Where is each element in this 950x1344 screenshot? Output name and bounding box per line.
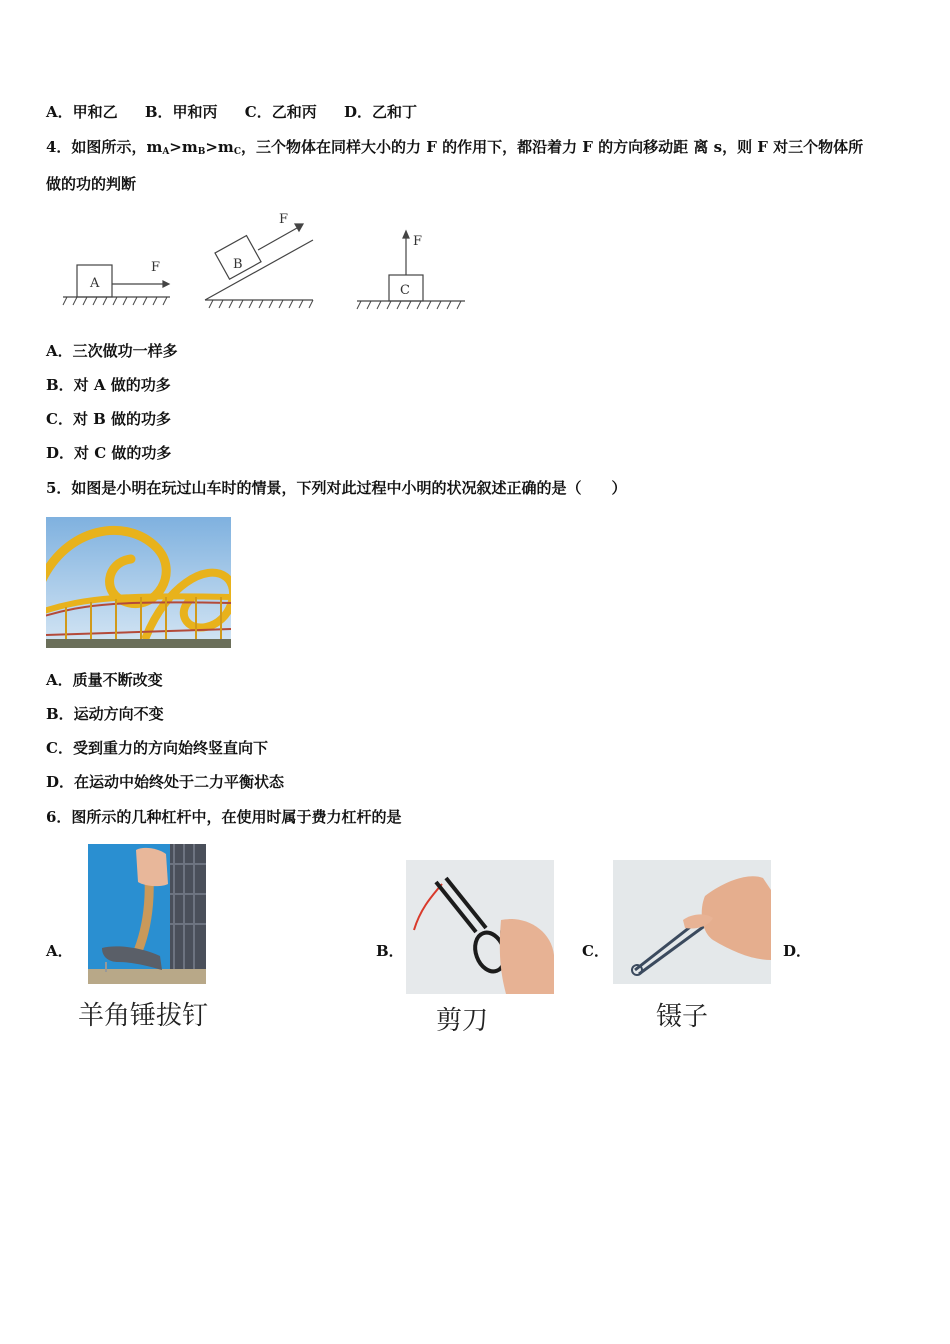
q3-option-c: C．乙和丙 [244, 103, 317, 121]
label-force-b: F [279, 212, 289, 227]
q6-stem: 6．图所示的几种杠杆中，在使用时属于费力杠杆的是 [46, 808, 402, 826]
q6-label-d: D． [783, 942, 812, 960]
hammer-photo [88, 844, 206, 984]
label-force-c: F [413, 234, 423, 249]
q5-option-a: A．质量不断改变 [46, 671, 163, 689]
q4-option-c: C．对 B 做的功多 [46, 410, 172, 428]
figure-b [205, 224, 313, 308]
label-block-b: B [233, 257, 243, 272]
label-block-a: A [90, 276, 100, 291]
q4-stem [46, 137, 863, 162]
q5-option-d: D．在运动中始终处于二力平衡状态 [46, 773, 285, 791]
roller-coaster-photo [46, 517, 231, 648]
q4-gt2: >m [205, 138, 234, 156]
q4-option-b: B．对 A 做的功多 [46, 376, 171, 394]
q6-label-c: C． [582, 942, 609, 960]
q5-option-b: B．运动方向不变 [46, 705, 164, 723]
caption-hammer: 羊角锤拔钉 [78, 1001, 209, 1031]
q5-option-c: C．受到重力的方向始终竖直向下 [46, 739, 268, 757]
q3-option-a: A．甲和乙 [46, 103, 118, 121]
q4-sub-c: C [233, 147, 241, 157]
tweezers-photo [613, 860, 771, 984]
q3-option-d: D．乙和丁 [343, 103, 417, 121]
q4-stem-suffix: ，三个物体在同样大小的力 F 的作用下，都沿着力 F 的方向移动距 离 s，则 F 对三个物体所 [240, 138, 864, 156]
label-force-a: F [151, 260, 161, 275]
q4-force-diagram [55, 205, 475, 320]
caption-tweezers: 镊子 [656, 1002, 709, 1032]
caption-scissors: 剪刀 [436, 1006, 489, 1036]
label-block-c: C [400, 283, 410, 298]
q3-option-b: B．甲和丙 [144, 103, 218, 121]
q4-stem-line2: 做的功的判断 [46, 175, 137, 193]
q4-option-a: A．三次做功一样多 [46, 342, 178, 360]
q4-gt1: >m [169, 138, 198, 156]
q3-options [46, 102, 439, 122]
q4-sub-a: A [162, 147, 170, 157]
q4-sub-b: B [197, 147, 206, 157]
q4-stem-prefix: 4．如图所示，m [46, 138, 163, 156]
scissors-photo [406, 860, 554, 994]
figure-c [357, 231, 465, 309]
q6-label-b: B． [376, 942, 404, 960]
q6-label-a: A． [46, 942, 73, 960]
q5-stem: 5．如图是小明在玩过山车时的情景，下列对此过程中小明的状况叙述正确的是（ ） [46, 479, 627, 497]
q4-option-d: D．对 C 做的功多 [46, 444, 172, 462]
